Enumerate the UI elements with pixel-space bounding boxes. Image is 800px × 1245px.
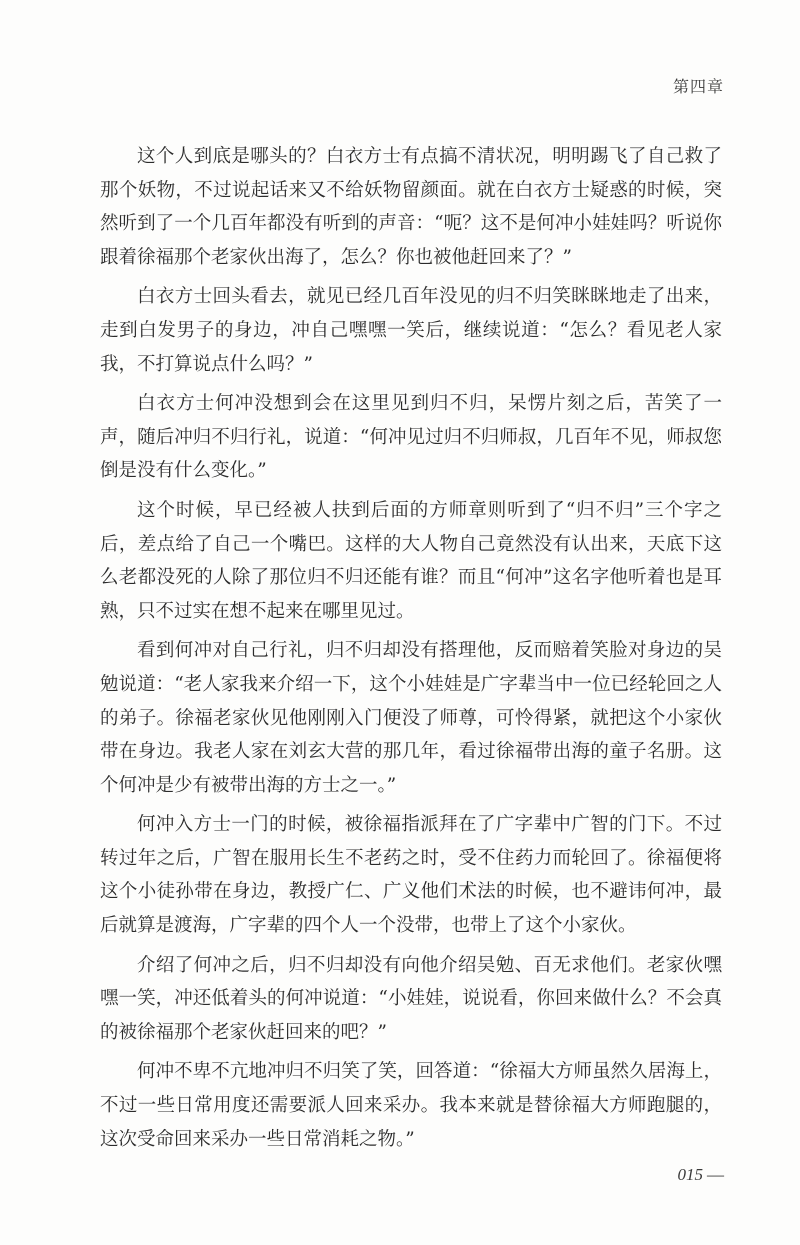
paragraph-1: 这个人到底是哪头的？白衣方士有点搞不清状况，明明踢飞了自己救了那个妖物，不过说起话来又不给妖物留颜面。就在白衣方士疑惑的时候，突然听到了一个几百年都没有听到的声音：“呃？这不是何冲小娃娃吗？听说你跟着徐福那个老家伙出海了，怎么？你也被他赶回来了？” (100, 146, 722, 268)
paragraph-6: 何冲入方士一门的时候，被徐福指派拜在了广字辈中广智的门下。不过转过年之后，广智在服用长生不老药之时，受不住药力而轮回了。徐福便将这个小徒孙带在身边，教授广仁、广义他们术法的时候，也不避讳何冲，最后就算是渡海，广字辈的四个人一个没带，也带上了这个小家伙。 (100, 814, 722, 937)
page-number-value: 015 (677, 1165, 703, 1184)
paragraph-8: 何冲不卑不亢地冲归不归笑了笑，回答道：“徐福大方师虽然久居海上，不过一些日常用度还需要派人回来采办。我本来就是替徐福大方师跑腿的，这次受命回来采办一些日常消耗之物。” (100, 1061, 722, 1150)
paragraph-7: 介绍了何冲之后，归不归却没有向他介绍吴勉、百无求他们。老家伙嘿嘿一笑，冲还低着头的何冲说道：“小娃娃，说说看，你回来做什么？不会真的被徐福那个老家伙赶回来的吧？” (100, 954, 722, 1043)
page-number (678, 1165, 725, 1185)
chapter-running-head: 第四章 (672, 77, 724, 96)
paragraph-5: 看到何冲对自己行礼，归不归却没有搭理他，反而赔着笑脸对身边的吴勉说道：“老人家我来介绍一下，这个小娃娃是广字辈当中一位已经轮回之人的弟子。徐福老家伙见他刚刚入门便没了师尊，可怜得紧，就把这个小家伙带在身边。我老人家在刘玄大营的那几年，看过徐福带出海的童子名册。这个何冲是少有被带出海的方士之一。” (100, 640, 722, 796)
paragraph-3: 白衣方士何冲没想到会在这里见到归不归，呆愣片刻之后，苦笑了一声，随后冲归不归行礼，说道：“何冲见过归不归师叔，几百年不见，师叔您倒是没有什么变化。” (100, 393, 722, 482)
paragraph-2: 白衣方士回头看去，就见已经几百年没见的归不归笑眯眯地走了出来，走到白发男子的身边，冲自己嘿嘿一笑后，继续说道：“怎么？看见老人家我，不打算说点什么吗？” (100, 286, 722, 375)
body-text (100, 140, 722, 1162)
paragraph-4: 这个时候，早已经被人扶到后面的方师章则听到了“归不归”三个字之后，差点给了自己一个嘴巴。这样的大人物自己竟然没有认出来，天底下这么老都没死的人除了那位归不归还能有谁？而且“何冲”这名字他听着也是耳熟，只不过实在想不起来在哪里见过。 (100, 499, 722, 622)
page-number-dash: — (707, 1165, 724, 1184)
